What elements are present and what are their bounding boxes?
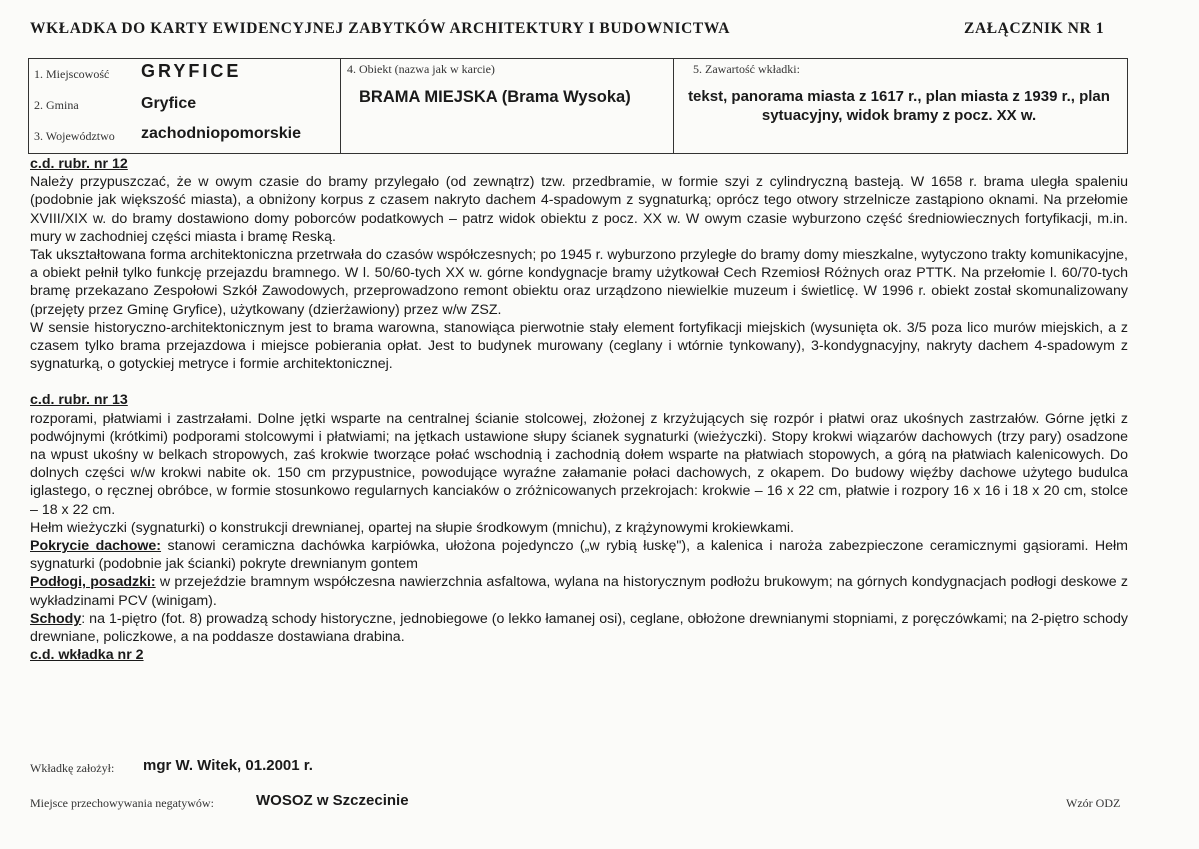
annex-label: ZAŁĄCZNIK NR 1 [964,20,1105,37]
roof-heading: Pokrycie dachowe: [30,538,162,555]
place-value: GRYFICE [141,61,242,81]
voivodeship-value: zachodniopomorskie [141,125,302,142]
storage-value: WOSOZ w Szczecinie [256,792,409,809]
storage-label: Miejsce przechowywania negatywów: [30,796,214,810]
section-12-paragraph: Tak ukształtowana forma architektoniczna przetrwała do czasów współczesnych; po 1945 r. wyburzono przyległe do bramy domy mieszkalne, wytyczono trakty komunikacyjne, a obiekt pełnił tylko funkcję przejazdu bramnego. W l. 50/60-tych XX w. górne kondygnacje bramy użytkował Cech Rzemiosł Różnych oraz PTTK. Na przełomie l. 60/70-tych bramę przekazano Zespołowi Szkół Zawodowych, przeprowadzono remont obiektu oraz urządzono niewielkie muzeum i świetlicę. W 1996 r. obiekt został skomunalizowany (przejęty przez Gminę Gryfice), użytkowany (dzierżawiony) przez w/w ZSZ. [30,247,1128,318]
floor-paragraph [30,573,1128,609]
form-code: Wzór ODZ [1066,796,1121,810]
spacer [30,373,1128,391]
section-13-heading: c.d. rubr. nr 13 [30,392,128,409]
object-value: BRAMA MIEJSKA (Brama Wysoka) [359,88,631,106]
section-13-paragraph: Hełm wieżyczki (sygnaturki) o konstrukcji drewnianej, opartej na słupie środkowym (mnichu), z krążynowymi krokiewkami. [30,519,794,536]
commune-label: 2. Gmina [34,98,79,112]
section-13-paragraph: rozporami, płatwiami i zastrzałami. Dolne jętki wsparte na centralnej ścianie stolcowej, złożonej z krzyżujących się rozpór i płatwi oraz ukośnych zastrzałów. Górne jętki z podwójnymi (krótkimi) podporami stolcowymi i płatwiami; na jętkach ustawione słupy ścianek sygnaturki (wieżyczki). Stopy krokwi wiązarów dachowych (trzy pary) osadzone na wpust ukośny w belkach stropowych, zaś krokwie tworzące połać wschodnią i zachodnią dołem wsparte na płatwiach stopowych, a górą na płatwiach kalenicowych. Do dolnych części w/w krokwi nabite ok. 150 cm przypustnice, powodujące wyraźne załamanie połaci dachowych, z okapem. Do budowy więźby dachowe użytego budulca iglastego, o ręcznej obróbce, w formie stosunkowo regularnych kanciaków o zróżnicowanych przekrojach: krokwie – 16 x 22 cm, płatwie i rozpory 16 x 16 i 18 x 20 cm, stolce – 18 x 22 cm. [30,410,1128,518]
section-12-paragraph: W sensie historyczno-architektonicznym jest to brama warowna, stanowiąca pierwotnie stały element fortyfikacji miejskich (wysunięta ok. 3/5 poza lico murów miejskich, a z czasem tylko brama przejazdowa i miejsce pobierania opłat. Jest to budynek murowany (ceglany i wtórnie tynkowany), 3-kondygnacyjny, nakryty dachem 4-spadowym z sygnaturką, o gotyckiej metryce i formie architektonicznej. [30,319,1128,373]
stairs-paragraph [30,610,1128,646]
floor-text: w przejeździe bramnym współczesna nawierzchnia asfaltowa, wylana na historycznym podłożu brukowym; na górnych kondygnacjach podłogi deskowe z wykładzinami PCV (winigam). [30,574,1128,609]
voivodeship-label: 3. Województwo [34,129,115,143]
object-label: 4. Obiekt (nazwa jak w karcie) [347,62,495,76]
box-divider [673,59,674,153]
contents-label: 5. Zawartość wkładki: [693,62,800,76]
box-divider [340,59,341,153]
document-body [30,155,1128,664]
author-label: Wkładkę założył: [30,761,115,775]
stairs-heading: Schody [30,610,82,627]
section-12-heading: c.d. rubr. nr 12 [30,156,128,172]
author-value: mgr W. Witek, 01.2001 r. [143,757,313,774]
roof-text: stanowi ceramiczna dachówka karpiówka, ułożona pojedynczo („w rybią łuskę"), a kalenica i naroża zabezpieczone ceramicznymi gąsiorami. Hełm sygnaturki (podobnie jak ścianki) pokryte drewnianym gontem [30,538,1128,573]
continuation-note: c.d. wkładka nr 2 [30,647,144,664]
section-12-paragraph: Należy przypuszczać, że w owym czasie do bramy przylegało (od zewnątrz) tzw. przedbramie, w formie szyi z cylindryczną basteją. W 1658 r. brama uległa spaleniu (podobnie jak większość miasta), a obniżony korpus z czasem nakryto dachem 4-spadowym z sygnaturką; oprócz tego otwory strzelnicze zastąpiono oknami. Na przełomie XVIII/XIX w. do bramy dostawiono domy poborców podatkowych – patrz widok obiektu z pocz. XX w. W owym czasie wyburzono część średniowiecznych fortyfikacji, m.in. mury w zachodniej części miasta i bramę Reską. [30,174,1128,245]
contents-value: tekst, panorama miasta z 1617 r., plan miasta z 1939 r., plan sytuacyjny, widok bramy z pocz. XX w. [688,88,1110,124]
document-title: WKŁADKA DO KARTY EWIDENCYJNEJ ZABYTKÓW ARCHITEKTURY I BUDOWNICTWA [30,20,731,37]
header-box [28,58,1128,154]
roof-paragraph [30,537,1128,573]
floor-heading: Podłogi, posadzki: [30,574,156,591]
stairs-text: : na 1-piętro (fot. 8) prowadzą schody historyczne, jednobiegowe (o lekko łamanej osi), ceglane, obłożone drewnianymi stopniami, z poręczówkami; na 2-piętro schody drewniane, policzkowe, a na poddasze dostawiana drabina. [30,610,1128,646]
place-label: 1. Miejscowość [34,67,110,81]
commune-value: Gryfice [141,95,197,112]
